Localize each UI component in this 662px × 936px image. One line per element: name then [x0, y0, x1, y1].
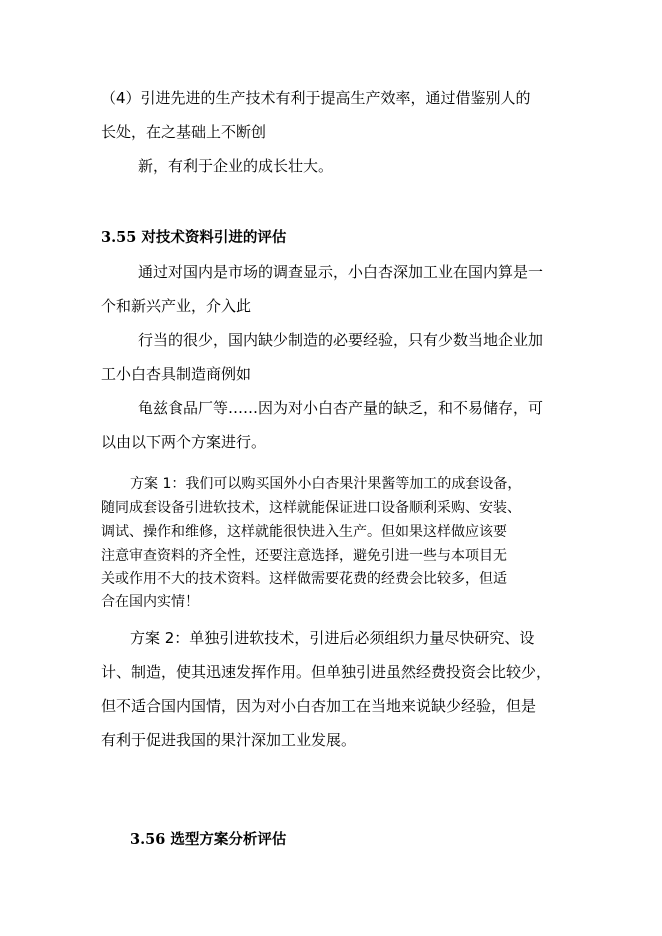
- plan2-line4: 有利于促进我国的果汁深加工业发展。: [101, 731, 357, 749]
- plan1-line4: 注意审查资料的齐全性，还要注意选择，避免引进一些与本项目无: [101, 548, 507, 564]
- section-3-55-line2: 个和新兴产业，介入此: [101, 297, 252, 315]
- item4-line3: 新，有利于企业的成长壮大。: [138, 157, 334, 175]
- item4-line2: 长处，在之基础上不断创: [101, 123, 267, 141]
- plan2-line1: 方案 2：单独引进软技术，引进后必须组织力量尽快研究、设: [130, 629, 535, 647]
- plan1-line3: 调试、操作和维修，这样就能很快进入生产。但如果这样做应该要: [101, 524, 507, 540]
- section-3-55-line3: 行当的很少，国内缺少制造的必要经验，只有少数当地企业加: [138, 331, 544, 349]
- section-3-55-line1: 通过对国内是市场的调查显示，小白杏深加工业在国内算是一: [138, 263, 544, 281]
- plan1-line2: 随同成套设备引进软技术，这样就能保证进口设备顺利采购、安装、: [101, 500, 521, 516]
- section-3-55-heading: 3.55 对技术资料引进的评估: [101, 229, 287, 246]
- section-3-55-line5: 龟兹食品厂等……因为对小白杏产量的缺乏，和不易储存，可: [138, 399, 544, 417]
- plan1-line5: 关或作用不大的技术资料。这样做需要花费的经费会比较多，但适: [101, 571, 507, 587]
- section-3-55-line4: 工小白杏具制造商例如: [101, 365, 252, 383]
- item4-line1: （4）引进先进的生产技术有利于提高生产效率，通过借鉴别人的: [101, 89, 531, 107]
- plan2-line2: 计、制造，使其迅速发挥作用。但单独引进虽然经费投资会比较少，: [101, 663, 552, 681]
- plan2-line3: 但不适合国内国情，因为对小白杏加工在当地来说缺少经验，但是: [101, 697, 537, 715]
- section-3-56-heading: 3.56 选型方案分析评估: [130, 831, 287, 848]
- section-3-55-line6: 以由以下两个方案进行。: [101, 433, 267, 451]
- plan1-line6: 合在国内实情！: [101, 594, 199, 610]
- plan1-line1: 方案 1：我们可以购买国外小白杏果汁果酱等加工的成套设备，: [130, 476, 522, 492]
